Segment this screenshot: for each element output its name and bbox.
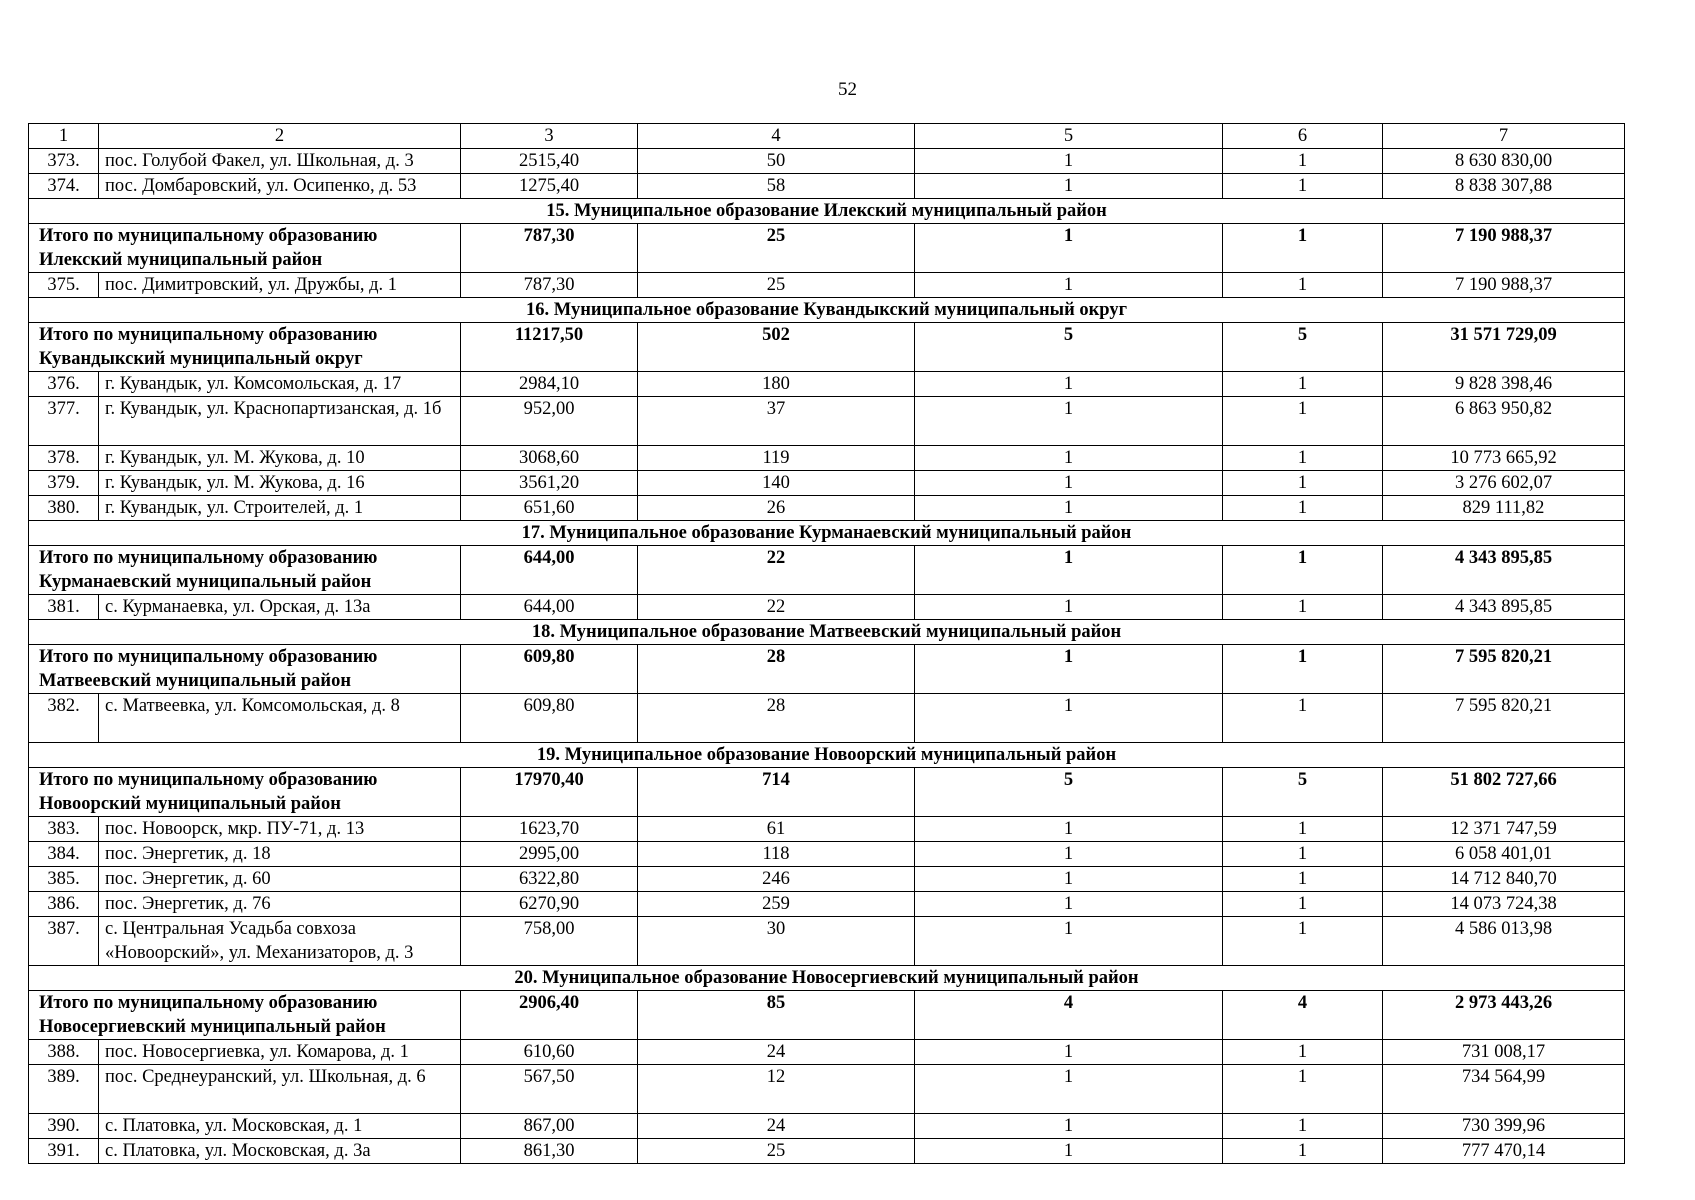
table-row bbox=[29, 1114, 1625, 1139]
col6-cell: 1 bbox=[1223, 1114, 1383, 1139]
col4-cell: 22 bbox=[638, 595, 915, 620]
col6-cell: 1 bbox=[1223, 1139, 1383, 1164]
table-row bbox=[29, 595, 1625, 620]
area-cell: 6322,80 bbox=[461, 867, 638, 892]
col6-cell: 1 bbox=[1223, 471, 1383, 496]
col4-cell: 37 bbox=[638, 397, 915, 446]
column-number: 3 bbox=[461, 124, 638, 149]
col5-cell: 1 bbox=[915, 1065, 1223, 1114]
area-cell: 567,50 bbox=[461, 1065, 638, 1114]
cost-cell: 4 586 013,98 bbox=[1383, 917, 1625, 966]
table-row bbox=[29, 149, 1625, 174]
section-title: 20. Муниципальное образование Новосергиевский муниципальный район bbox=[29, 966, 1625, 991]
table-row bbox=[29, 372, 1625, 397]
address-cell: пос. Димитровский, ул. Дружбы, д. 1 bbox=[99, 273, 461, 298]
area-cell: 644,00 bbox=[461, 546, 638, 595]
area-cell: 787,30 bbox=[461, 273, 638, 298]
col4-cell: 502 bbox=[638, 323, 915, 372]
col4-cell: 140 bbox=[638, 471, 915, 496]
column-number-row bbox=[29, 124, 1625, 149]
table-row bbox=[29, 496, 1625, 521]
column-number: 1 bbox=[29, 124, 99, 149]
area-cell: 2984,10 bbox=[461, 372, 638, 397]
row-number: 389. bbox=[29, 1065, 99, 1114]
col4-cell: 24 bbox=[638, 1040, 915, 1065]
col6-cell: 1 bbox=[1223, 546, 1383, 595]
cost-cell: 7 190 988,37 bbox=[1383, 273, 1625, 298]
section-title: 15. Муниципальное образование Илекский муниципальный район bbox=[29, 199, 1625, 224]
col4-cell: 24 bbox=[638, 1114, 915, 1139]
address-cell: пос. Среднеуранский, ул. Школьная, д. 6 bbox=[99, 1065, 461, 1114]
col6-cell: 1 bbox=[1223, 595, 1383, 620]
col4-cell: 58 bbox=[638, 174, 915, 199]
col4-cell: 28 bbox=[638, 645, 915, 694]
table-row bbox=[29, 694, 1625, 743]
col6-cell: 1 bbox=[1223, 645, 1383, 694]
table-row bbox=[29, 471, 1625, 496]
col6-cell: 1 bbox=[1223, 917, 1383, 966]
address-cell: г. Кувандык, ул. М. Жукова, д. 16 bbox=[99, 471, 461, 496]
col5-cell: 1 bbox=[915, 867, 1223, 892]
area-cell: 3068,60 bbox=[461, 446, 638, 471]
table-row bbox=[29, 892, 1625, 917]
col6-cell: 1 bbox=[1223, 867, 1383, 892]
area-cell: 651,60 bbox=[461, 496, 638, 521]
col4-cell: 85 bbox=[638, 991, 915, 1040]
col4-cell: 50 bbox=[638, 149, 915, 174]
row-number: 378. bbox=[29, 446, 99, 471]
col5-cell: 1 bbox=[915, 645, 1223, 694]
col5-cell: 1 bbox=[915, 842, 1223, 867]
col6-cell: 1 bbox=[1223, 273, 1383, 298]
cost-cell: 8 838 307,88 bbox=[1383, 174, 1625, 199]
address-cell: пос. Энергетик, д. 18 bbox=[99, 842, 461, 867]
subtotal-label: Итого по муниципальному образованию Кувандыкский муниципальный округ bbox=[29, 323, 461, 372]
col6-cell: 1 bbox=[1223, 817, 1383, 842]
row-number: 382. bbox=[29, 694, 99, 743]
col5-cell: 5 bbox=[915, 323, 1223, 372]
area-cell: 17970,40 bbox=[461, 768, 638, 817]
row-number: 391. bbox=[29, 1139, 99, 1164]
address-cell: с. Матвеевка, ул. Комсомольская, д. 8 bbox=[99, 694, 461, 743]
area-cell: 6270,90 bbox=[461, 892, 638, 917]
cost-cell: 734 564,99 bbox=[1383, 1065, 1625, 1114]
page-number: 52 bbox=[838, 79, 857, 100]
cost-cell: 7 595 820,21 bbox=[1383, 645, 1625, 694]
col4-cell: 25 bbox=[638, 273, 915, 298]
address-cell: г. Кувандык, ул. Строителей, д. 1 bbox=[99, 496, 461, 521]
row-number: 384. bbox=[29, 842, 99, 867]
area-cell: 2995,00 bbox=[461, 842, 638, 867]
column-number: 2 bbox=[99, 124, 461, 149]
cost-cell: 51 802 727,66 bbox=[1383, 768, 1625, 817]
col6-cell: 4 bbox=[1223, 991, 1383, 1040]
row-number: 385. bbox=[29, 867, 99, 892]
subtotal-label: Итого по муниципальному образованию Илекский муниципальный район bbox=[29, 224, 461, 273]
subtotal-row bbox=[29, 323, 1625, 372]
col6-cell: 1 bbox=[1223, 892, 1383, 917]
col4-cell: 28 bbox=[638, 694, 915, 743]
table-row bbox=[29, 273, 1625, 298]
area-cell: 1275,40 bbox=[461, 174, 638, 199]
table-row bbox=[29, 397, 1625, 446]
address-cell: г. Кувандык, ул. Комсомольская, д. 17 bbox=[99, 372, 461, 397]
col5-cell: 5 bbox=[915, 768, 1223, 817]
col5-cell: 1 bbox=[915, 174, 1223, 199]
col6-cell: 1 bbox=[1223, 224, 1383, 273]
row-number: 387. bbox=[29, 917, 99, 966]
col5-cell: 1 bbox=[915, 1139, 1223, 1164]
subtotal-row bbox=[29, 768, 1625, 817]
column-number: 6 bbox=[1223, 124, 1383, 149]
address-cell: с. Платовка, ул. Московская, д. 1 bbox=[99, 1114, 461, 1139]
table-body bbox=[29, 124, 1625, 1164]
col4-cell: 180 bbox=[638, 372, 915, 397]
table-row bbox=[29, 917, 1625, 966]
col6-cell: 1 bbox=[1223, 446, 1383, 471]
table-row bbox=[29, 867, 1625, 892]
address-cell: г. Кувандык, ул. Краснопартизанская, д. 1б bbox=[99, 397, 461, 446]
col4-cell: 22 bbox=[638, 546, 915, 595]
col5-cell: 1 bbox=[915, 892, 1223, 917]
row-number: 388. bbox=[29, 1040, 99, 1065]
row-number: 380. bbox=[29, 496, 99, 521]
address-cell: пос. Домбаровский, ул. Осипенко, д. 53 bbox=[99, 174, 461, 199]
area-cell: 758,00 bbox=[461, 917, 638, 966]
subtotal-row bbox=[29, 224, 1625, 273]
col6-cell: 1 bbox=[1223, 174, 1383, 199]
address-cell: пос. Новоорск, мкр. ПУ-71, д. 13 bbox=[99, 817, 461, 842]
row-number: 376. bbox=[29, 372, 99, 397]
section-header-row bbox=[29, 199, 1625, 224]
col6-cell: 1 bbox=[1223, 372, 1383, 397]
address-cell: пос. Голубой Факел, ул. Школьная, д. 3 bbox=[99, 149, 461, 174]
col4-cell: 26 bbox=[638, 496, 915, 521]
cost-cell: 14 073 724,38 bbox=[1383, 892, 1625, 917]
section-title: 19. Муниципальное образование Новоорский муниципальный район bbox=[29, 743, 1625, 768]
col5-cell: 1 bbox=[915, 273, 1223, 298]
cost-cell: 31 571 729,09 bbox=[1383, 323, 1625, 372]
col6-cell: 1 bbox=[1223, 149, 1383, 174]
address-cell: с. Курманаевка, ул. Орская, д. 13а bbox=[99, 595, 461, 620]
area-cell: 952,00 bbox=[461, 397, 638, 446]
col5-cell: 1 bbox=[915, 595, 1223, 620]
housing-table bbox=[28, 123, 1625, 1164]
col6-cell: 5 bbox=[1223, 768, 1383, 817]
area-cell: 11217,50 bbox=[461, 323, 638, 372]
col4-cell: 119 bbox=[638, 446, 915, 471]
col5-cell: 1 bbox=[915, 149, 1223, 174]
section-header-row bbox=[29, 521, 1625, 546]
area-cell: 644,00 bbox=[461, 595, 638, 620]
column-number: 7 bbox=[1383, 124, 1625, 149]
section-header-row bbox=[29, 966, 1625, 991]
row-number: 381. bbox=[29, 595, 99, 620]
address-cell: пос. Энергетик, д. 76 bbox=[99, 892, 461, 917]
subtotal-row bbox=[29, 991, 1625, 1040]
col5-cell: 4 bbox=[915, 991, 1223, 1040]
area-cell: 609,80 bbox=[461, 645, 638, 694]
col4-cell: 30 bbox=[638, 917, 915, 966]
column-number: 4 bbox=[638, 124, 915, 149]
col5-cell: 1 bbox=[915, 694, 1223, 743]
table-row bbox=[29, 446, 1625, 471]
col4-cell: 25 bbox=[638, 224, 915, 273]
col5-cell: 1 bbox=[915, 1114, 1223, 1139]
section-header-row bbox=[29, 743, 1625, 768]
table-row bbox=[29, 1139, 1625, 1164]
col5-cell: 1 bbox=[915, 372, 1223, 397]
cost-cell: 4 343 895,85 bbox=[1383, 546, 1625, 595]
area-cell: 861,30 bbox=[461, 1139, 638, 1164]
col5-cell: 1 bbox=[915, 917, 1223, 966]
cost-cell: 7 190 988,37 bbox=[1383, 224, 1625, 273]
col5-cell: 1 bbox=[915, 1040, 1223, 1065]
col6-cell: 1 bbox=[1223, 1040, 1383, 1065]
section-title: 17. Муниципальное образование Курманаевский муниципальный район bbox=[29, 521, 1625, 546]
subtotal-label: Итого по муниципальному образованию Курманаевский муниципальный район bbox=[29, 546, 461, 595]
address-cell: г. Кувандык, ул. М. Жукова, д. 10 bbox=[99, 446, 461, 471]
section-header-row bbox=[29, 620, 1625, 645]
col4-cell: 714 bbox=[638, 768, 915, 817]
column-number: 5 bbox=[915, 124, 1223, 149]
cost-cell: 12 371 747,59 bbox=[1383, 817, 1625, 842]
table-row bbox=[29, 1040, 1625, 1065]
col6-cell: 1 bbox=[1223, 496, 1383, 521]
row-number: 374. bbox=[29, 174, 99, 199]
row-number: 377. bbox=[29, 397, 99, 446]
cost-cell: 777 470,14 bbox=[1383, 1139, 1625, 1164]
area-cell: 1623,70 bbox=[461, 817, 638, 842]
col4-cell: 246 bbox=[638, 867, 915, 892]
cost-cell: 2 973 443,26 bbox=[1383, 991, 1625, 1040]
cost-cell: 829 111,82 bbox=[1383, 496, 1625, 521]
cost-cell: 730 399,96 bbox=[1383, 1114, 1625, 1139]
row-number: 375. bbox=[29, 273, 99, 298]
table-row bbox=[29, 174, 1625, 199]
row-number: 379. bbox=[29, 471, 99, 496]
col6-cell: 1 bbox=[1223, 1065, 1383, 1114]
subtotal-label: Итого по муниципальному образованию Новоорский муниципальный район bbox=[29, 768, 461, 817]
address-cell: с. Платовка, ул. Московская, д. 3а bbox=[99, 1139, 461, 1164]
table-row bbox=[29, 817, 1625, 842]
cost-cell: 6 863 950,82 bbox=[1383, 397, 1625, 446]
row-number: 390. bbox=[29, 1114, 99, 1139]
section-title: 16. Муниципальное образование Кувандыкский муниципальный округ bbox=[29, 298, 1625, 323]
address-cell: пос. Энергетик, д. 60 bbox=[99, 867, 461, 892]
col4-cell: 118 bbox=[638, 842, 915, 867]
table-row bbox=[29, 1065, 1625, 1114]
subtotal-label: Итого по муниципальному образованию Матвеевский муниципальный район bbox=[29, 645, 461, 694]
cost-cell: 4 343 895,85 bbox=[1383, 595, 1625, 620]
col5-cell: 1 bbox=[915, 817, 1223, 842]
area-cell: 2515,40 bbox=[461, 149, 638, 174]
col6-cell: 1 bbox=[1223, 694, 1383, 743]
row-number: 373. bbox=[29, 149, 99, 174]
area-cell: 867,00 bbox=[461, 1114, 638, 1139]
row-number: 386. bbox=[29, 892, 99, 917]
cost-cell: 9 828 398,46 bbox=[1383, 372, 1625, 397]
section-header-row bbox=[29, 298, 1625, 323]
cost-cell: 6 058 401,01 bbox=[1383, 842, 1625, 867]
row-number: 383. bbox=[29, 817, 99, 842]
col6-cell: 1 bbox=[1223, 397, 1383, 446]
col5-cell: 1 bbox=[915, 471, 1223, 496]
cost-cell: 8 630 830,00 bbox=[1383, 149, 1625, 174]
subtotal-row bbox=[29, 546, 1625, 595]
cost-cell: 3 276 602,07 bbox=[1383, 471, 1625, 496]
area-cell: 787,30 bbox=[461, 224, 638, 273]
cost-cell: 7 595 820,21 bbox=[1383, 694, 1625, 743]
col5-cell: 1 bbox=[915, 546, 1223, 595]
col4-cell: 25 bbox=[638, 1139, 915, 1164]
subtotal-label: Итого по муниципальному образованию Новосергиевский муниципальный район bbox=[29, 991, 461, 1040]
area-cell: 609,80 bbox=[461, 694, 638, 743]
section-title: 18. Муниципальное образование Матвеевский муниципальный район bbox=[29, 620, 1625, 645]
col5-cell: 1 bbox=[915, 224, 1223, 273]
cost-cell: 14 712 840,70 bbox=[1383, 867, 1625, 892]
col5-cell: 1 bbox=[915, 446, 1223, 471]
col5-cell: 1 bbox=[915, 496, 1223, 521]
area-cell: 3561,20 bbox=[461, 471, 638, 496]
address-cell: пос. Новосергиевка, ул. Комарова, д. 1 bbox=[99, 1040, 461, 1065]
cost-cell: 10 773 665,92 bbox=[1383, 446, 1625, 471]
col6-cell: 5 bbox=[1223, 323, 1383, 372]
area-cell: 610,60 bbox=[461, 1040, 638, 1065]
col5-cell: 1 bbox=[915, 397, 1223, 446]
address-cell: с. Центральная Усадьба совхоза «Новоорский», ул. Механизаторов, д. 3 bbox=[99, 917, 461, 966]
col6-cell: 1 bbox=[1223, 842, 1383, 867]
subtotal-row bbox=[29, 645, 1625, 694]
col4-cell: 259 bbox=[638, 892, 915, 917]
area-cell: 2906,40 bbox=[461, 991, 638, 1040]
cost-cell: 731 008,17 bbox=[1383, 1040, 1625, 1065]
col4-cell: 61 bbox=[638, 817, 915, 842]
table-row bbox=[29, 842, 1625, 867]
col4-cell: 12 bbox=[638, 1065, 915, 1114]
